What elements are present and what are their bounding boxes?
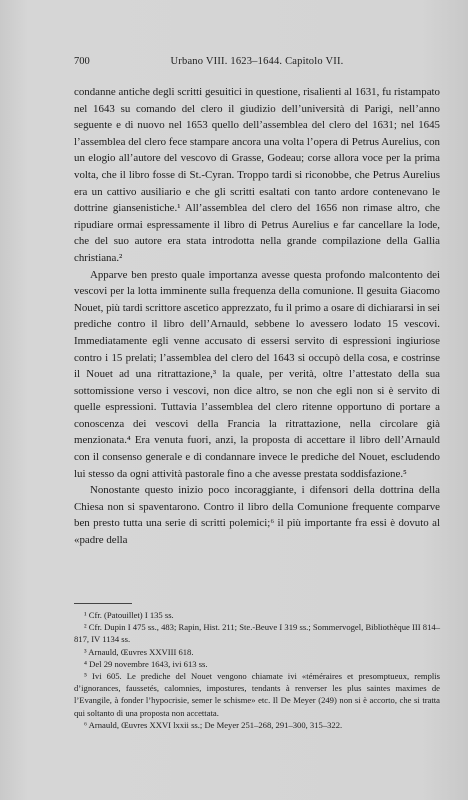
paragraph-2: Apparve ben presto quale importanza avesse questa profondo malcontento dei vescovi per la lotta imminente sulla frequenza della comunione. Il gesuita Giacomo Nouet, più tardi scrittore ascetico apprezzato, fu il primo a osare di dichiararsi in sei prediche contro il libro dell’Arnauld, sebbene lo avessero lodato 15 vescovi. Immediatamente egli venne accusato di essersi servito di espressioni ingiuriose contro i 15 prelati; l’assemblea del clero del 1643 si occupò della cosa, e costrinse il Nouet ad una ritrattazione,³ la quale, per verità, oltre l’attestato della sua sottomissione verso i vescovi, non dice altro, se non che egli non si è servito di quelle espressioni. Tuttavia l’assemblea del clero ritenne opportuno di portare a conoscenza dei vescovi della Francia la ritrattazione, nella circolare già menzionata.⁴ Era venuta fuori, anzi, la proposta di accettare il libro dell’Arnauld con il consenso generale e di condannare invece le prediche del Nouet, escludendo lui stesso da ogni attività pastorale fino a che avesse prestata soddisfazione.⁵ xyxy=(74,268,440,480)
footnotes xyxy=(74,609,440,731)
running-header xyxy=(74,56,440,74)
footnote-4: ⁴ Del 29 novembre 1643, ivi 613 ss. xyxy=(84,658,208,669)
running-title: Urbano VIII. 1623–1644. Capitolo VII. xyxy=(170,56,344,67)
footnote-6: ⁶ Arnauld, Œuvres XXVI lxxii ss.; De Meyer 251–268, 291–300, 315–322. xyxy=(84,719,343,730)
footnote-3: ³ Arnauld, Œuvres XXVIII 618. xyxy=(84,646,194,657)
paragraph-3: Nonostante questo inizio poco incoraggiante, i difensori della dottrina della Chiesa non si spaventarono. Contro il libro della Comunione frequente comparve ben presto tutta una serie di scritti polemici;⁶ il più importante fra essi è dovuto al «padre della xyxy=(74,484,440,547)
footnote-1: ¹ Cfr. (Patouillet) I 135 ss. xyxy=(84,610,174,620)
page-number: 700 xyxy=(74,56,90,67)
paragraph-1: condanne antiche degli scritti gesuitici in questione, risalienti al 1631, fu ristampato nel 1643 su comando del clero il giudizio dell’università di Parigi, nell’anno seguente e di nuovo nel 1653 quello dell’assemblea del clero del 1631; nel 1645 l’assemblea del clero fece stampare ancora una volta l’opera di Petrus Aurelius, con un elogio all’autore del vescovo di Grasse, Godeau; corse allora voce per la prima volta, che il libro fosse di St.-Cyran. Troppo tardi si riconobbe, che Petrus Aurelius era un cattivo ausiliario e che gli scritti esaltati con tanto ardore contenevano le dottrine giansenistiche.¹ All’assemblea del clero del 1656 non rimase altro, che ripudiare ormai espressamente il libro di Petrus Aurelius e far cancellare la lode, che del suo autore era stata introdotta nella grande compilazione della Gallia christiana.² xyxy=(74,86,440,264)
footnote-separator xyxy=(74,603,132,604)
main-text xyxy=(74,84,440,549)
footnote-2: ² Cfr. Dupin I 475 ss., 483; Rapin, Hist. 211; Ste.-Beuve I 319 ss.; Sommervogel, Bibliothèque III 814–817, IV 1134 ss. xyxy=(74,622,440,645)
footnote-5: ⁵ Ivi 605. Le prediche del Nouet vengono chiamate ivi «téméraires et presomptueux, remplis d’ignorances, faussetés, calomnies, impostures, tendants à renverser les plus saintes maximes de l’Evangile, à fonder l’hypocrisie, semer le schisme» etc. Il De Meyer (249) non si è accorto, che si tratta qui soltanto di una proposta non accettata. xyxy=(74,671,440,718)
